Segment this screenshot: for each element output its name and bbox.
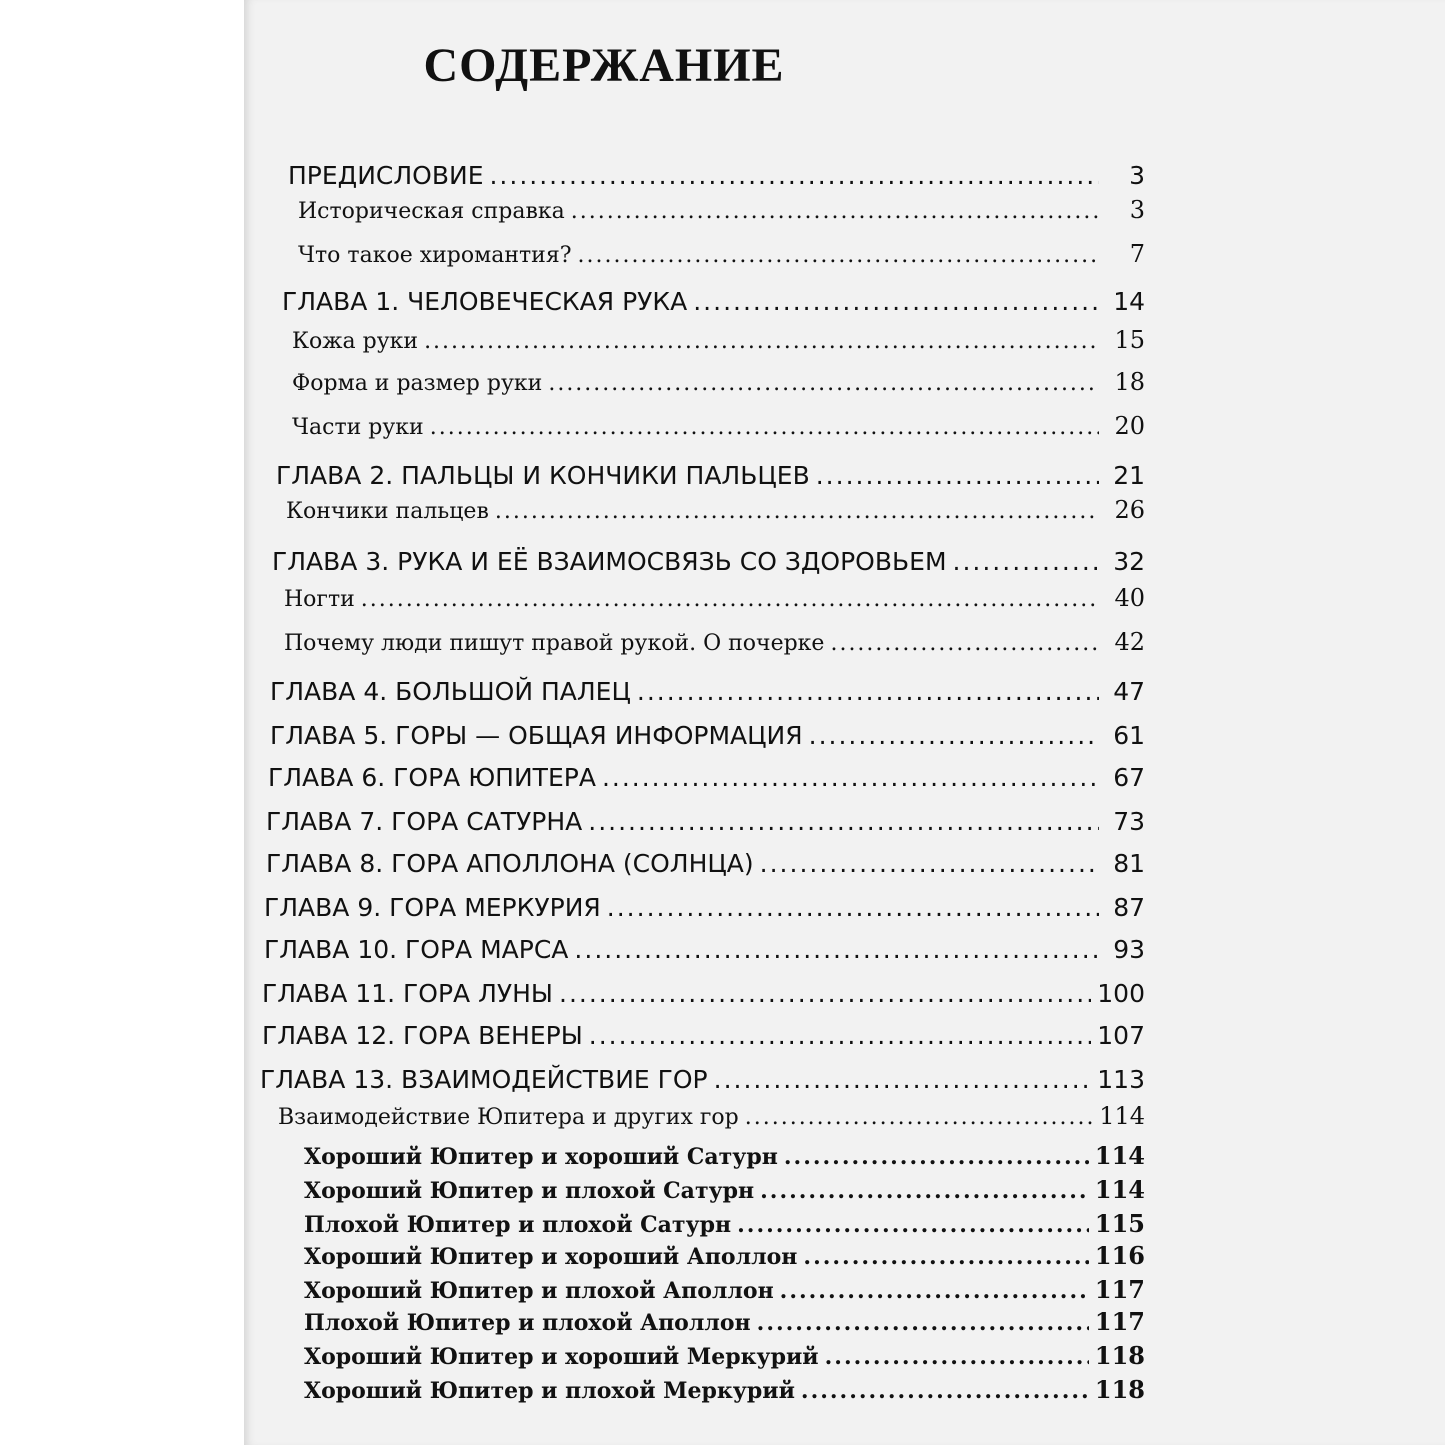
toc-entry-page: 93 — [1113, 935, 1145, 964]
toc-entry — [282, 284, 1145, 320]
toc-entry — [304, 1138, 1145, 1174]
toc-leader-dots — [830, 626, 1099, 662]
toc-entry — [272, 544, 1145, 580]
toc-entry-text: Хороший Юпитер и плохой Меркурий — [304, 1378, 795, 1404]
toc-leader-dots — [693, 284, 1099, 320]
toc-leader-dots — [803, 1239, 1088, 1275]
toc-leader-dots — [602, 760, 1099, 796]
toc-entry-text: Почему люди пишут правой рукой. О почерке — [284, 631, 825, 656]
toc-entry — [304, 1338, 1145, 1374]
toc-entry — [286, 492, 1145, 528]
toc-entry-page: 113 — [1097, 1065, 1145, 1094]
toc-entry-text: ГЛАВА 7. ГОРА САТУРНА — [266, 807, 583, 836]
toc-entry — [292, 408, 1145, 444]
toc-leader-dots — [760, 846, 1099, 882]
toc-entry-page: 118 — [1094, 1375, 1145, 1404]
toc-leader-dots — [816, 458, 1099, 494]
toc-entry-text: ГЛАВА 1. ЧЕЛОВЕЧЕСКАЯ РУКА — [282, 287, 688, 316]
toc-entry-text: ГЛАВА 3. РУКА И ЕЁ ВЗАИМОСВЯЗЬ СО ЗДОРОВЬЕМ — [272, 547, 947, 576]
toc-leader-dots — [607, 890, 1099, 926]
toc-entry-text: ГЛАВА 11. ГОРА ЛУНЫ — [262, 979, 553, 1008]
toc-entry — [266, 846, 1145, 882]
toc-entry-text: ГЛАВА 4. БОЛЬШОЙ ПАЛЕЦ — [270, 677, 631, 706]
toc-entry-text: ГЛАВА 10. ГОРА МАРСА — [264, 935, 569, 964]
toc-entry — [304, 1172, 1145, 1208]
toc-entry-text: Хороший Юпитер и хороший Меркурий — [304, 1344, 819, 1370]
toc-entry-page: 26 — [1114, 496, 1145, 524]
toc-entry-text: Кожа руки — [292, 329, 419, 354]
toc-leader-dots — [801, 1373, 1089, 1409]
toc-entry-page: 115 — [1094, 1209, 1145, 1238]
toc-entry-page: 114 — [1094, 1175, 1145, 1204]
toc-entry — [276, 458, 1145, 494]
toc-leader-dots — [578, 238, 1099, 274]
toc-entry-page: 114 — [1094, 1141, 1145, 1170]
toc-entry-page: 87 — [1113, 893, 1145, 922]
toc-entry-page: 117 — [1094, 1275, 1145, 1304]
toc-leader-dots — [784, 1139, 1089, 1175]
toc-entry-page: 117 — [1094, 1307, 1145, 1336]
toc-entry-page: 40 — [1114, 584, 1145, 612]
toc-entry-page: 20 — [1114, 412, 1145, 440]
toc-leader-dots — [489, 158, 1099, 194]
toc-entry — [262, 976, 1145, 1012]
toc-entry-text: Историческая справка — [298, 199, 565, 224]
toc-entry-page: 81 — [1113, 849, 1145, 878]
toc-leader-dots — [574, 932, 1099, 968]
toc-entry-page: 114 — [1099, 1102, 1145, 1130]
toc-entry-text: ГЛАВА 8. ГОРА АПОЛЛОНА (СОЛНЦА) — [266, 849, 754, 878]
toc-entry — [292, 322, 1145, 358]
toc-entry — [284, 624, 1145, 660]
toc-entry-page: 47 — [1113, 677, 1145, 706]
toc-leader-dots — [825, 1339, 1089, 1375]
toc-entry-text: Плохой Юпитер и плохой Аполлон — [304, 1310, 751, 1336]
toc-entry-text: ГЛАВА 9. ГОРА МЕРКУРИЯ — [264, 893, 601, 922]
toc-entry — [264, 932, 1145, 968]
toc-entry-page: 18 — [1114, 368, 1145, 396]
toc-entry-text: ГЛАВА 2. ПАЛЬЦЫ И КОНЧИКИ ПАЛЬЦЕВ — [276, 461, 810, 490]
toc-entry-text: Ногти — [284, 587, 355, 612]
toc-leader-dots — [757, 1305, 1089, 1341]
toc-entry-page: 100 — [1097, 979, 1145, 1008]
toc-leader-dots — [809, 718, 1099, 754]
toc-entry-text: Плохой Юпитер и плохой Сатурн — [304, 1212, 732, 1238]
toc-entry — [292, 364, 1145, 400]
page-margin — [0, 0, 244, 1445]
toc-entry — [304, 1206, 1145, 1242]
toc-title: СОДЕРЖАНИЕ — [423, 39, 785, 92]
toc-leader-dots — [495, 494, 1099, 530]
toc-entry-page: 15 — [1114, 326, 1145, 354]
toc-leader-dots — [745, 1100, 1093, 1136]
toc-entry — [266, 804, 1145, 840]
toc-entry — [278, 1098, 1145, 1134]
toc-leader-dots — [571, 194, 1099, 230]
toc-entry-text: ГЛАВА 6. ГОРА ЮПИТЕРА — [268, 763, 596, 792]
toc-entry-text: Части руки — [292, 415, 424, 440]
toc-entry-page: 42 — [1114, 628, 1145, 656]
toc-entry-page: 21 — [1113, 461, 1145, 490]
toc-entry-text: Хороший Юпитер и плохой Сатурн — [304, 1178, 755, 1204]
toc-entry-text: Форма и размер руки — [292, 371, 543, 396]
toc-leader-dots — [637, 674, 1099, 710]
toc-entry — [262, 1018, 1145, 1054]
toc-leader-dots — [953, 544, 1099, 580]
toc-entry-text: ГЛАВА 12. ГОРА ВЕНЕРЫ — [262, 1021, 583, 1050]
toc-entry-page: 67 — [1113, 763, 1145, 792]
toc-entry-text: ПРЕДИСЛОВИЕ — [288, 161, 484, 190]
toc-leader-dots — [760, 1173, 1089, 1209]
toc-entry-page: 7 — [1129, 240, 1145, 268]
toc-entry — [304, 1238, 1145, 1274]
toc-entry — [298, 192, 1145, 228]
toc-entry-text: ГЛАВА 13. ВЗАИМОДЕЙСТВИЕ ГОР — [260, 1065, 708, 1094]
toc-leader-dots — [548, 366, 1099, 402]
toc-entry-page: 14 — [1113, 287, 1145, 316]
toc-entry-text: Хороший Юпитер и хороший Аполлон — [304, 1244, 798, 1270]
toc-entry-page: 73 — [1113, 807, 1145, 836]
toc-entry-page: 116 — [1094, 1241, 1145, 1270]
toc-entry-text: Хороший Юпитер и плохой Аполлон — [304, 1278, 774, 1304]
toc-entry — [268, 760, 1145, 796]
toc-entry — [298, 236, 1145, 272]
toc-entry — [304, 1372, 1145, 1408]
toc-entry — [264, 890, 1145, 926]
toc-entry-page: 3 — [1129, 161, 1145, 190]
toc-leader-dots — [559, 976, 1091, 1012]
toc-entry-page: 32 — [1113, 547, 1145, 576]
toc-entry-page: 3 — [1129, 196, 1145, 224]
toc-leader-dots — [430, 410, 1099, 446]
toc-entry-text: Хороший Юпитер и хороший Сатурн — [304, 1144, 778, 1170]
toc-entry-text: Взаимодействие Юпитера и других гор — [278, 1105, 739, 1130]
toc-entry-text: Что такое хиромантия? — [298, 243, 572, 268]
toc-leader-dots — [588, 804, 1099, 840]
toc-entry — [288, 158, 1145, 194]
toc-entry-page: 118 — [1094, 1341, 1145, 1370]
toc-leader-dots — [589, 1018, 1092, 1054]
toc-leader-dots — [714, 1062, 1092, 1098]
toc-entry — [304, 1272, 1145, 1308]
toc-entry-page: 107 — [1097, 1021, 1145, 1050]
toc-entry-text: Кончики пальцев — [286, 499, 489, 524]
toc-entry — [270, 674, 1145, 710]
toc-entry — [270, 718, 1145, 754]
toc-leader-dots — [424, 324, 1099, 360]
toc-leader-dots — [361, 582, 1099, 618]
toc-entry-page: 61 — [1113, 721, 1145, 750]
toc-entry — [304, 1304, 1145, 1340]
toc-entry-text: ГЛАВА 5. ГОРЫ — ОБЩАЯ ИНФОРМАЦИЯ — [270, 721, 803, 750]
toc-entry — [260, 1062, 1145, 1098]
toc-entry — [284, 580, 1145, 616]
